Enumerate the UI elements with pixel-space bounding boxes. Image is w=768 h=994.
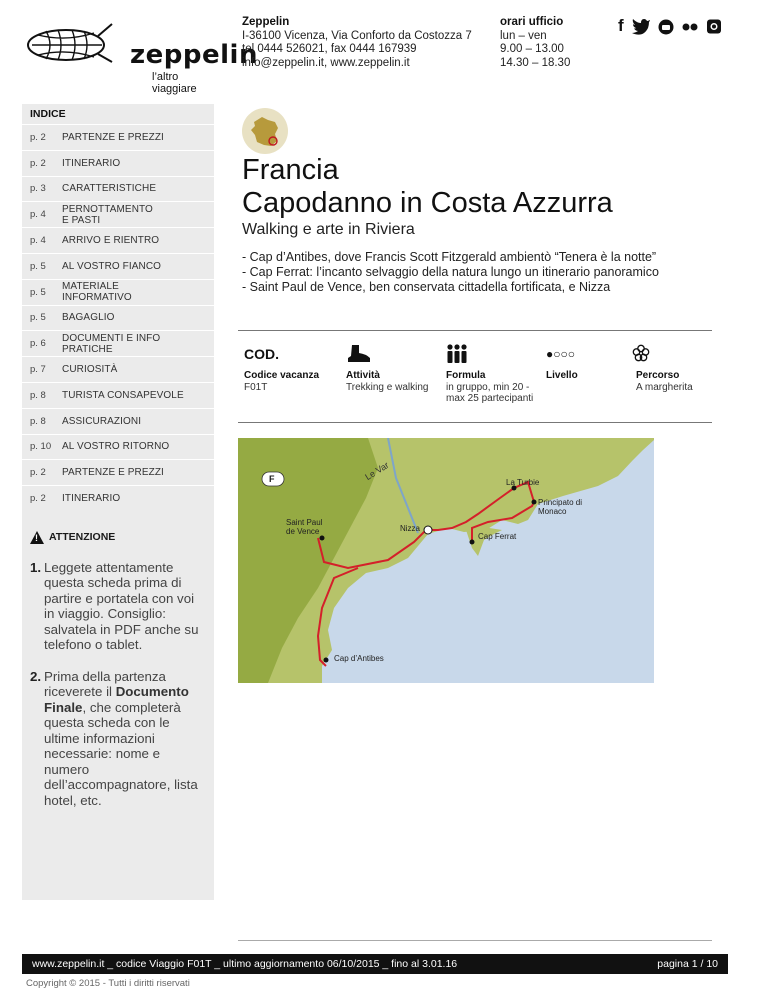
instagram-icon[interactable] bbox=[706, 18, 722, 35]
col-attivita bbox=[346, 370, 428, 393]
index-label: ITINERARIO bbox=[62, 493, 121, 505]
index-label: TURISTA CONSAPEVOLE bbox=[62, 389, 184, 401]
zeppelin-airship-icon bbox=[24, 18, 114, 68]
col-value: Trekking e walking bbox=[346, 381, 429, 393]
index-page: p. 7 bbox=[30, 364, 46, 376]
code-label: COD. bbox=[244, 346, 279, 362]
footer-divider bbox=[238, 940, 712, 941]
level-dots: ●○○○ bbox=[546, 347, 575, 361]
index-label: MATERIALE INFORMATIVO bbox=[62, 281, 132, 304]
copyright: Copyright © 2015 - Tutti i diritti riservati bbox=[26, 978, 190, 989]
footer-info: www.zeppelin.it _ codice Viaggio F01T _ ultimo aggiornamento 06/10/2015 _ fino al 3.01.16 bbox=[32, 958, 458, 970]
company-contacts[interactable]: info@zeppelin.it, www.zeppelin.it bbox=[242, 56, 410, 69]
divider bbox=[238, 330, 712, 331]
index-page: p. 5 bbox=[30, 286, 46, 298]
warning-header bbox=[30, 531, 214, 544]
country-name: Francia bbox=[242, 154, 339, 186]
highlights bbox=[242, 250, 659, 295]
flower-route-icon bbox=[632, 344, 650, 362]
index-label: DOCUMENTI E INFO PRATICHE bbox=[62, 332, 161, 355]
index-page: p. 2 bbox=[30, 131, 46, 143]
index-label: AL VOSTRO RITORNO bbox=[62, 441, 170, 453]
france-locator-icon bbox=[242, 108, 288, 154]
map-label-nizza: Nizza bbox=[400, 524, 421, 533]
index-page: p. 5 bbox=[30, 312, 46, 324]
highlight-item: - Saint Paul de Vence, ben conservata cittadella fortificata, e Nizza bbox=[242, 280, 611, 294]
office-afternoon: 14.30 – 18.30 bbox=[500, 56, 571, 69]
company-name: Zeppelin bbox=[242, 16, 290, 28]
index-label: CARATTERISTICHE bbox=[62, 183, 157, 195]
index-item[interactable] bbox=[22, 434, 214, 460]
index-title: INDICE bbox=[30, 108, 66, 120]
index-page: p. 4 bbox=[30, 235, 46, 247]
index-item[interactable] bbox=[22, 279, 214, 305]
index-item[interactable] bbox=[22, 408, 214, 434]
index-page: p. 2 bbox=[30, 493, 46, 505]
map-label-la-turbie: La Turbie bbox=[506, 478, 540, 487]
note-text: Leggete attentamente questa scheda prima di partire e portatela con voi in viaggio. Consiglio: salvatela in PDF anche su telefono o tablet. bbox=[44, 559, 199, 653]
company-address: I-36100 Vicenza, Via Conforto da Costozza 7 bbox=[242, 29, 472, 42]
index-item[interactable] bbox=[22, 253, 214, 279]
index-page: p. 2 bbox=[30, 467, 46, 479]
col-key: Livello bbox=[546, 370, 578, 381]
map-label-cap-antibes: Cap d’Antibes bbox=[334, 654, 384, 663]
col-percorso bbox=[636, 370, 693, 393]
note-2 bbox=[30, 669, 202, 809]
nizza-marker bbox=[424, 526, 432, 534]
index-item[interactable] bbox=[22, 227, 214, 253]
map-label-saint-paul: Saint Paul de Vence bbox=[286, 518, 323, 536]
note-text-post: , che completerà questa scheda con le ultime informazioni necessarie: nome e numero dell’accompagnatore, lista hotel, etc. bbox=[44, 699, 198, 808]
note-text-pre: Prima della partenza riceverete il bbox=[44, 668, 166, 700]
index-label: PERNOTTAMENTO E PASTI bbox=[62, 203, 153, 226]
index-label: BAGAGLIO bbox=[62, 312, 115, 324]
index-item[interactable] bbox=[22, 459, 214, 485]
cap-ferrat-marker bbox=[470, 540, 475, 545]
index-label: ASSICURAZIONI bbox=[62, 415, 142, 427]
index-item[interactable] bbox=[22, 330, 214, 356]
index-item[interactable] bbox=[22, 485, 214, 511]
note-number: 2. bbox=[30, 668, 42, 684]
note-number: 1. bbox=[30, 559, 42, 575]
index-page: p. 3 bbox=[30, 183, 46, 195]
warning-icon: ! bbox=[30, 531, 44, 544]
index-label: ITINERARIO bbox=[62, 157, 121, 169]
warning-title: ATTENZIONE bbox=[49, 531, 116, 544]
cap-antibes-marker bbox=[324, 658, 329, 663]
brand-name: zeppelin bbox=[130, 40, 258, 70]
index-item[interactable] bbox=[22, 176, 214, 202]
brand-tagline: l’altro viaggiare bbox=[152, 71, 197, 95]
index-page: p. 2 bbox=[30, 157, 46, 169]
monaco-marker bbox=[532, 500, 537, 505]
index-page: p. 8 bbox=[30, 415, 46, 427]
youtube-icon[interactable] bbox=[658, 18, 674, 35]
office-days: lun – ven bbox=[500, 29, 547, 42]
col-value: F01T bbox=[244, 381, 268, 393]
twitter-icon[interactable] bbox=[631, 18, 651, 35]
col-livello bbox=[546, 370, 578, 382]
map-label-country: F bbox=[269, 474, 275, 484]
index-list bbox=[22, 124, 214, 511]
index-label: CURIOSITÀ bbox=[62, 364, 118, 376]
group-icon bbox=[446, 344, 468, 364]
note-1 bbox=[30, 560, 202, 653]
logo bbox=[24, 18, 258, 95]
office-hours bbox=[500, 16, 570, 70]
col-key: Percorso bbox=[636, 370, 680, 381]
boot-icon bbox=[346, 344, 372, 364]
col-formula bbox=[446, 370, 542, 405]
index-item[interactable] bbox=[22, 305, 214, 331]
company-info bbox=[242, 16, 472, 70]
col-key: Attività bbox=[346, 370, 380, 381]
divider bbox=[238, 422, 712, 423]
trip-title: Capodanno in Costa Azzurra bbox=[242, 187, 613, 219]
index-page: p. 8 bbox=[30, 389, 46, 401]
route-map bbox=[238, 438, 654, 683]
col-key: Formula bbox=[446, 370, 486, 381]
saint-paul-marker bbox=[320, 536, 325, 541]
highlight-item: - Cap Ferrat: l’incanto selvaggio della natura lungo un itinerario panoramico bbox=[242, 265, 659, 279]
facebook-icon[interactable]: f bbox=[618, 16, 624, 35]
col-value: in gruppo, min 20 - max 25 partecipanti bbox=[446, 381, 534, 404]
index-page: p. 6 bbox=[30, 338, 46, 350]
office-morning: 9.00 – 13.00 bbox=[500, 43, 564, 55]
trip-subtitle: Walking e arte in Riviera bbox=[242, 221, 415, 238]
company-phone: tel 0444 526021, fax 0444 167939 bbox=[242, 43, 417, 55]
office-hours-title: orari ufficio bbox=[500, 16, 564, 28]
index-page: p. 10 bbox=[30, 441, 52, 453]
index-label: ARRIVO E RIENTRO bbox=[62, 235, 160, 247]
col-key: Codice vacanza bbox=[244, 370, 320, 381]
col-codice bbox=[244, 370, 319, 393]
index-label: PARTENZE E PREZZI bbox=[62, 467, 164, 479]
index-page: p. 4 bbox=[30, 209, 46, 221]
footer-bar bbox=[22, 954, 728, 974]
sidebar-index bbox=[22, 104, 214, 900]
index-page: p. 5 bbox=[30, 260, 46, 272]
index-item[interactable] bbox=[22, 356, 214, 382]
map-label-cap-ferrat: Cap Ferrat bbox=[478, 532, 517, 541]
note-text-bold: Documento Finale bbox=[44, 684, 189, 715]
highlight-item: - Cap d’Antibes, dove Francis Scott Fitzgerald ambientò “Tenera è la notte” bbox=[242, 250, 657, 264]
col-value: A margherita bbox=[636, 381, 693, 393]
index-item[interactable] bbox=[22, 382, 214, 408]
map-label-monaco: Principato di Monaco bbox=[538, 498, 583, 516]
index-label: AL VOSTRO FIANCO bbox=[62, 260, 162, 272]
map-label-river: Le Var bbox=[363, 459, 391, 483]
flickr-icon[interactable] bbox=[681, 18, 699, 35]
index-item[interactable] bbox=[22, 150, 214, 176]
index-item[interactable] bbox=[22, 201, 214, 227]
page-number: pagina 1 / 10 bbox=[657, 958, 718, 970]
note-text bbox=[44, 669, 202, 809]
social-links bbox=[618, 16, 722, 36]
page-title bbox=[242, 154, 613, 220]
index-label: PARTENZE E PREZZI bbox=[62, 131, 164, 143]
index-item[interactable] bbox=[22, 124, 214, 150]
